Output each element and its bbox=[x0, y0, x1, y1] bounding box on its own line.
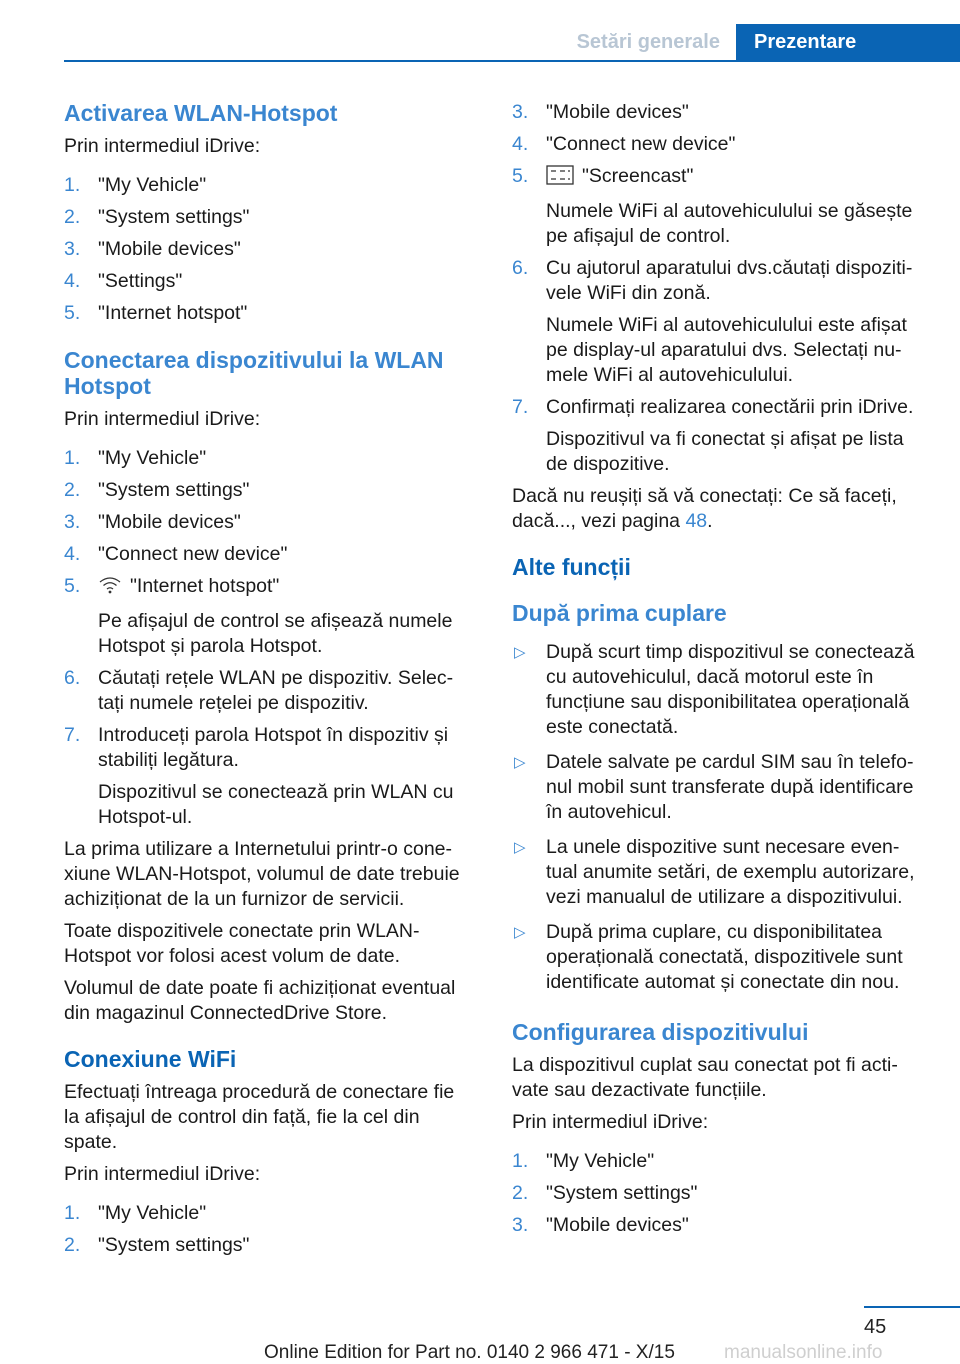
footer-rule bbox=[864, 1306, 960, 1308]
heading-other-functions: Alte funcții bbox=[512, 554, 631, 580]
watermark: manualsonline.info bbox=[724, 1342, 883, 1363]
list-item: 4. "Settings" bbox=[64, 270, 183, 292]
left-column bbox=[64, 100, 474, 1265]
section-tab-general[interactable]: Setări generale bbox=[560, 24, 736, 61]
paragraph: Toate dispozitivele conectate prin WLAN-Hotspot vor folosi acest volum de date. bbox=[64, 920, 420, 967]
paragraph: Efectuați întreaga procedură de conectare fie la afișajul de control din față, fie la cel din spate. bbox=[64, 1081, 455, 1153]
heading-activate-hotspot: Activarea WLAN-Hotspot bbox=[64, 100, 338, 126]
list-item: ▷ Datele salvate pe cardul SIM sau în telefo‐nul mobil sunt transferate după identificare în autovehicul. bbox=[514, 751, 914, 823]
list-item: 7. Confirmați realizarea conectării prin iDrive. Dispozitivul va fi conectat și afișat pe lista de dispozitive. bbox=[512, 396, 914, 475]
heading-device-configuration: Configurarea dispozitivului bbox=[512, 1019, 809, 1045]
list-item: 2. "System settings" bbox=[512, 1182, 698, 1204]
steps-list-wifi bbox=[64, 1201, 474, 1258]
list-item: 1. "My Vehicle" bbox=[64, 447, 207, 469]
list-item: 6. Căutați rețele WLAN pe dispozitiv. Selec‐tați numele rețelei pe dispozitiv. bbox=[64, 667, 454, 714]
list-item: 2. "System settings" bbox=[64, 479, 250, 501]
list-item: 6. Cu ajutorul aparatului dvs.căutați dispoziti‐vele WiFi din zonă. Numele WiFi al autovehiculului este afișat pe display-ul aparatului dvs. Selectați nu‐mele WiFi al autovehiculului. bbox=[512, 257, 913, 386]
list-item: ▷ La unele dispozitive sunt necesare even‐tual anumite setări, de exemplu autorizare, vezi manualul de utilizare a dispozitivului. bbox=[514, 836, 915, 908]
edition-footer: Online Edition for Part no. 0140 2 966 471 - X/15 bbox=[264, 1342, 675, 1363]
list-item: 4. "Connect new device" bbox=[64, 543, 288, 565]
list-item: 3. "Mobile devices" bbox=[512, 1214, 689, 1236]
page-header bbox=[0, 0, 960, 62]
list-item: 1. "My Vehicle" bbox=[64, 1202, 207, 1224]
steps-list-configuration bbox=[512, 1149, 930, 1238]
intro-text: Prin intermediul iDrive: bbox=[64, 1163, 261, 1185]
heading-connect-hotspot: Conectarea dispozitivului la WLAN Hotspot bbox=[64, 347, 444, 399]
list-item: 7. Introduceți parola Hotspot în dispozitiv și stabiliți legătura. Dispozitivul se conectează prin WLAN cu Hotspot-ul. bbox=[64, 724, 454, 828]
paragraph: Volumul de date poate fi achiziționat eventual din magazinul ConnectedDrive Store. bbox=[64, 977, 456, 1024]
list-item: 3. "Mobile devices" bbox=[512, 101, 689, 123]
right-column bbox=[512, 100, 930, 1245]
list-item: ▷ După scurt timp dispozitivul se conectează cu autovehiculul, dacă motorul este în funcțiune sau disponibilitatea operațională este conectată. bbox=[514, 641, 915, 738]
list-item: 2. "System settings" bbox=[64, 1234, 250, 1256]
list-item: 1. "My Vehicle" bbox=[512, 1150, 655, 1172]
page-number: 45 bbox=[864, 1316, 887, 1338]
intro-text: Prin intermediul iDrive: bbox=[512, 1111, 709, 1133]
paragraph-troubleshoot: Dacă nu reușiți să vă conectați: Ce să faceți, dacă..., vezi pagina 48. bbox=[512, 485, 897, 532]
steps-list-connect bbox=[64, 446, 474, 830]
section-tab-active[interactable]: Prezentare bbox=[736, 24, 960, 61]
intro-text: Prin intermediul iDrive: bbox=[64, 408, 261, 430]
list-item: 3. "Mobile devices" bbox=[64, 511, 241, 533]
list-item: 3. "Mobile devices" bbox=[64, 238, 241, 260]
list-item: 5. "Screencast" Numele WiFi al autovehiculului se găsește pe afișajul de control. bbox=[512, 165, 913, 247]
list-item: 5. "Internet hotspot" bbox=[64, 302, 248, 324]
paragraph: La dispozitivul cuplat sau conectat pot fi acti‐vate sau dezactivate funcțiile. bbox=[512, 1054, 898, 1101]
heading-after-pairing: După prima cuplare bbox=[512, 600, 727, 626]
page-link[interactable]: 48 bbox=[685, 510, 708, 532]
steps-list-wifi-continued bbox=[512, 100, 930, 477]
list-item: 5. "Internet hotspot" Pe afișajul de control se afișează numele Hotspot și parola Hotspot. bbox=[64, 575, 453, 657]
heading-wifi-connection: Conexiune WiFi bbox=[64, 1046, 237, 1072]
list-item: 2. "System settings" bbox=[64, 206, 250, 228]
screencast-icon bbox=[546, 165, 574, 192]
header-rule bbox=[64, 60, 960, 62]
list-item: ▷ După prima cuplare, cu disponibilitatea operațională conectată, dispozitivele sunt identificate automat și conectate din nou. bbox=[514, 921, 903, 993]
list-item: 4. "Connect new device" bbox=[512, 133, 736, 155]
steps-list-activate bbox=[64, 173, 474, 326]
paragraph: La prima utilizare a Internetului printr-o cone‐xiune WLAN-Hotspot, volumul de date trebuie achiziționat de la un furnizor de servicii. bbox=[64, 838, 460, 910]
list-item: 1. "My Vehicle" bbox=[64, 174, 207, 196]
bullet-list bbox=[512, 640, 930, 995]
intro-text: Prin intermediul iDrive: bbox=[64, 135, 261, 157]
wifi-icon bbox=[98, 575, 122, 602]
